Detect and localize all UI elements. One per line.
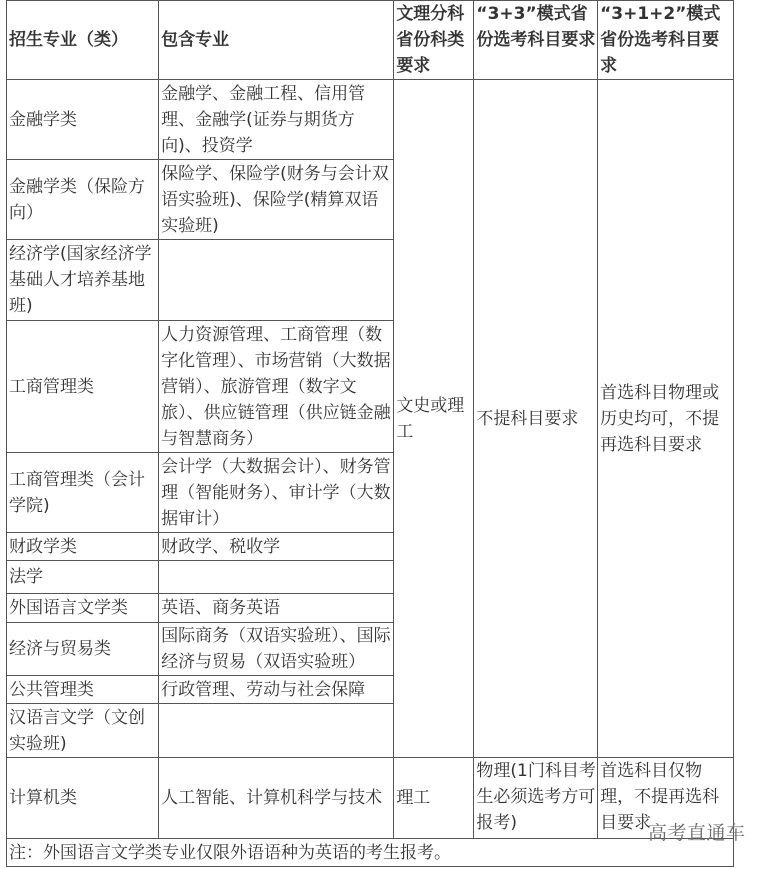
- watermark: 高考直通车: [648, 822, 746, 844]
- header-row: [7, 1, 734, 80]
- includes-cell: 金融学、金融工程、信用管理、金融学(证券与期货方向)、投资学: [159, 80, 394, 160]
- includes-cell: 保险学、保险学(财务与会计双语实验班)、保险学(精算双语实验班): [159, 160, 394, 240]
- mode-33-cell: 物理(1门科目考生必须选考方可报考): [474, 758, 598, 839]
- header-includes: 包含专业: [159, 1, 394, 80]
- includes-cell: [159, 240, 394, 321]
- science-arts-cell: 理工: [394, 758, 474, 839]
- includes-cell: 财政学、税收学: [159, 533, 394, 561]
- includes-cell: [159, 561, 394, 594]
- major-cell: 金融学类（保险方向）: [7, 160, 159, 240]
- major-cell: 财政学类: [7, 533, 159, 561]
- major-cell: 金融学类: [7, 80, 159, 160]
- major-cell: 工商管理类（会计学院): [7, 453, 159, 533]
- major-cell: 工商管理类: [7, 321, 159, 453]
- includes-cell: [159, 704, 394, 758]
- major-cell: 计算机类: [7, 758, 159, 839]
- mode-312-cell: 首选科目仅物理，不提再选科目要求: [598, 758, 734, 839]
- header-major: 招生专业（类）: [7, 1, 159, 80]
- includes-cell: 行政管理、劳动与社会保障: [159, 676, 394, 704]
- header-mode-312: “3+1+2”模式省份选考科目要求: [598, 1, 734, 80]
- includes-cell: 国际商务（双语实验班）、国际经济与贸易（双语实验班）: [159, 623, 394, 676]
- major-cell: 经济与贸易类: [7, 623, 159, 676]
- includes-cell: 会计学（大数据会计）、财务管理（智能财务）、审计学（大数据审计）: [159, 453, 394, 533]
- major-cell: 公共管理类: [7, 676, 159, 704]
- header-science-arts: 文理分科省份科类要求: [394, 1, 474, 80]
- table-row: [7, 80, 734, 160]
- mode-312-group-cell: 首选科目物理或历史均可，不提再选科目要求: [598, 80, 734, 758]
- note-row: [7, 839, 734, 867]
- includes-cell: 人力资源管理、工商管理（数字化管理）、市场营销（大数据营销）、旅游管理（数字文旅）、供应链管理（供应链金融与智慧商务）: [159, 321, 394, 453]
- includes-cell: 英语、商务英语: [159, 594, 394, 623]
- table-row-computer: [7, 758, 734, 839]
- major-cell: 经济学(国家经济学基础人才培养基地班): [7, 240, 159, 321]
- major-cell: 法学: [7, 561, 159, 594]
- science-arts-group-cell: 文史或理工: [394, 80, 474, 758]
- major-cell: 汉语言文学（文创实验班): [7, 704, 159, 758]
- major-cell: 外国语言文学类: [7, 594, 159, 623]
- note-text: 注：外国语言文学类专业仅限外语语种为英语的考生报考。: [7, 839, 734, 867]
- mode-33-group-cell: 不提科目要求: [474, 80, 598, 758]
- includes-cell: 人工智能、计算机科学与技术: [159, 758, 394, 839]
- header-mode-33: “3+3”模式省份选考科目要求: [474, 1, 598, 80]
- admission-requirements-table: [6, 0, 734, 867]
